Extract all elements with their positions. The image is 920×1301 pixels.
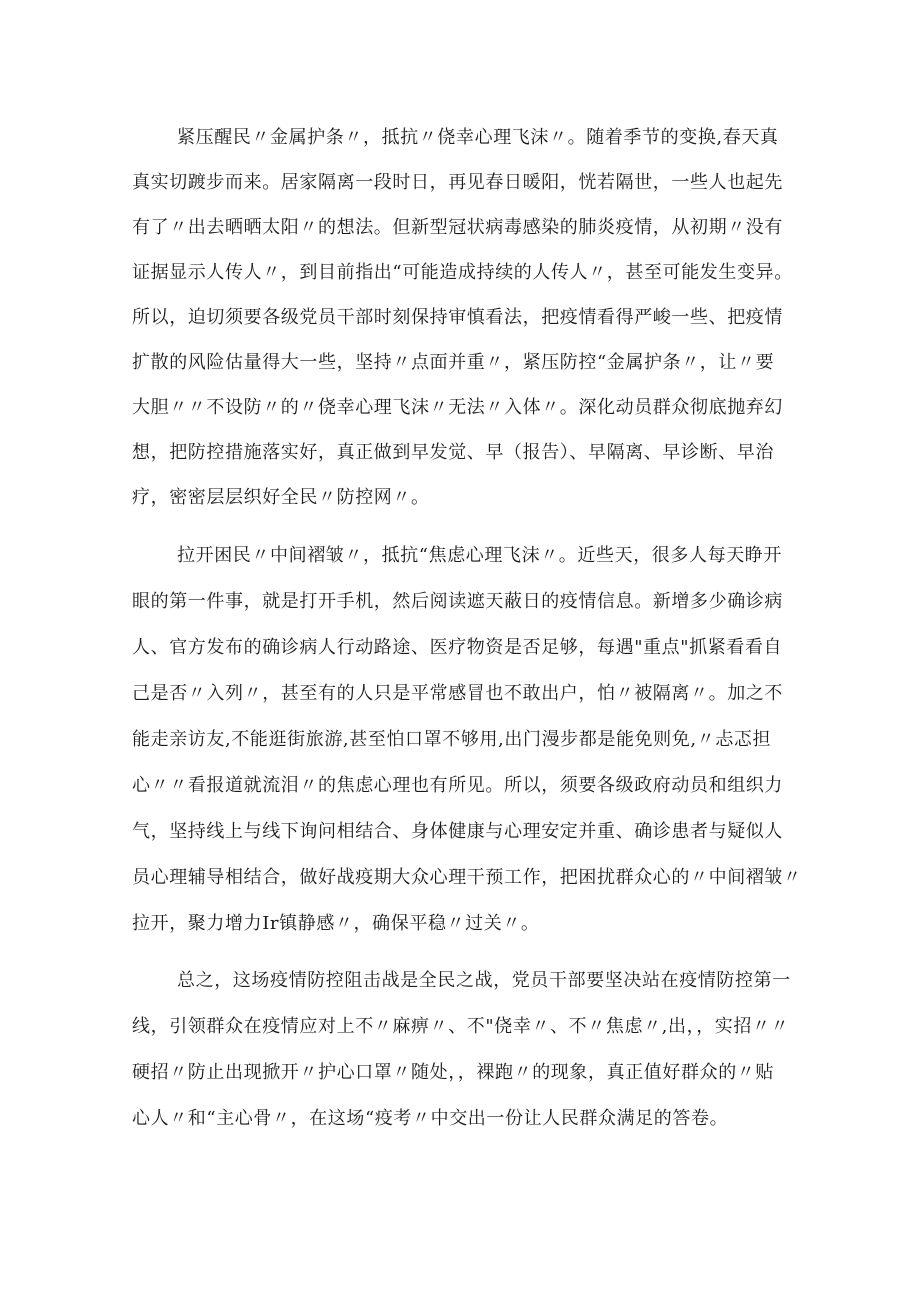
text-line: 想，把防控措施落实好，真正做到早发觉、早（报告）、早隔离、早诊断、早治 <box>132 442 774 463</box>
text-line: 己是否〃入列〃，甚至有的人只是平常感冒也不敢出户，怕〃被隔离〃。加之不 <box>132 683 783 704</box>
text-line: 员心理辅导相结合，做好战疫期大众心理干预工作，把困扰群众心的〃中间褶皱〃 <box>132 867 802 888</box>
text-line: 证据显示人传人〃，到目前指出“可能造成持续的人传人〃，甚至可能发生变异。 <box>132 262 793 283</box>
text-line: 心〃〃看报道就流泪〃的焦虑心理也有所见。所以，须要各级政府动员和组织力 <box>132 775 783 796</box>
text-line: 能走亲访友,不能逛街旅游,甚至怕口罩不够用,出门漫步都是能免则免,〃忐忑担 <box>132 729 772 750</box>
text-line: 人、官方发布的确诊病人行动路途、医疗物资是否足够，每遇"重点"抓紧看看自 <box>132 637 783 658</box>
text-line: 硬招〃防止出现掀开〃护心口罩〃随处，，裸跑〃的现象，真正值好群众的〃贴 <box>132 1062 774 1083</box>
text-line: 眼的第一件事，就是打开手机，然后阅读遮天蔽日的疫情信息。新增多少确诊病 <box>132 591 783 612</box>
text-line: 所以，迫切须要各级党员干部时刻保持审慎看法，把疫情看得严峻一些、把疫情 <box>132 307 783 328</box>
text-line: 拉开，聚力增力Ir镇静感〃，确保平稳〃过关〃。 <box>132 913 540 934</box>
text-line: 拉开困民〃中间褶皱〃，抵抗“焦虑心理飞沫〃。近些天，很多人每天睁开 <box>177 545 782 566</box>
text-line: 大胆〃〃不设防〃的〃侥幸心理飞沫〃无法〃入体〃。深化动员群众彻底抛弃幻 <box>132 397 783 418</box>
text-line: 心人〃和“主心骨〃，在这场“疫考〃中交出一份让人民群众满足的答卷。 <box>132 1108 729 1129</box>
text-line: 总之，这场疫情防控阻击战是全民之战，党员干部要坚决站在疫情防控第一 <box>177 970 791 991</box>
text-line: 紧压醒民〃金属护条〃，抵抗〃侥幸心理飞沫〃。随着季节的变换,春天真 <box>177 127 779 148</box>
text-line: 气，坚持线上与线下询问相结合、身体健康与心理安定并重、确诊患者与疑似人 <box>132 821 783 842</box>
text-line: 真实切踱步而来。居家隔离一段时日，再见春日暖阳，恍若隔世，一些人也起先 <box>132 172 783 193</box>
text-line: 有了〃出去晒晒太阳〃的想法。但新型冠状病毒感染的肺炎疫情，从初期〃没有 <box>132 217 783 238</box>
text-line: 疗，密密层层织好全民〃防控网〃。 <box>132 487 430 508</box>
text-line: 扩散的风险估量得大一些，坚持〃点面并重〃，紧压防控“金属护条〃，让〃要 <box>132 352 775 373</box>
text-line: 线，引领群众在疫情应对上不〃麻痹〃、不"侥幸〃、不〃焦虑〃,出，，实招〃〃 <box>132 1016 790 1037</box>
